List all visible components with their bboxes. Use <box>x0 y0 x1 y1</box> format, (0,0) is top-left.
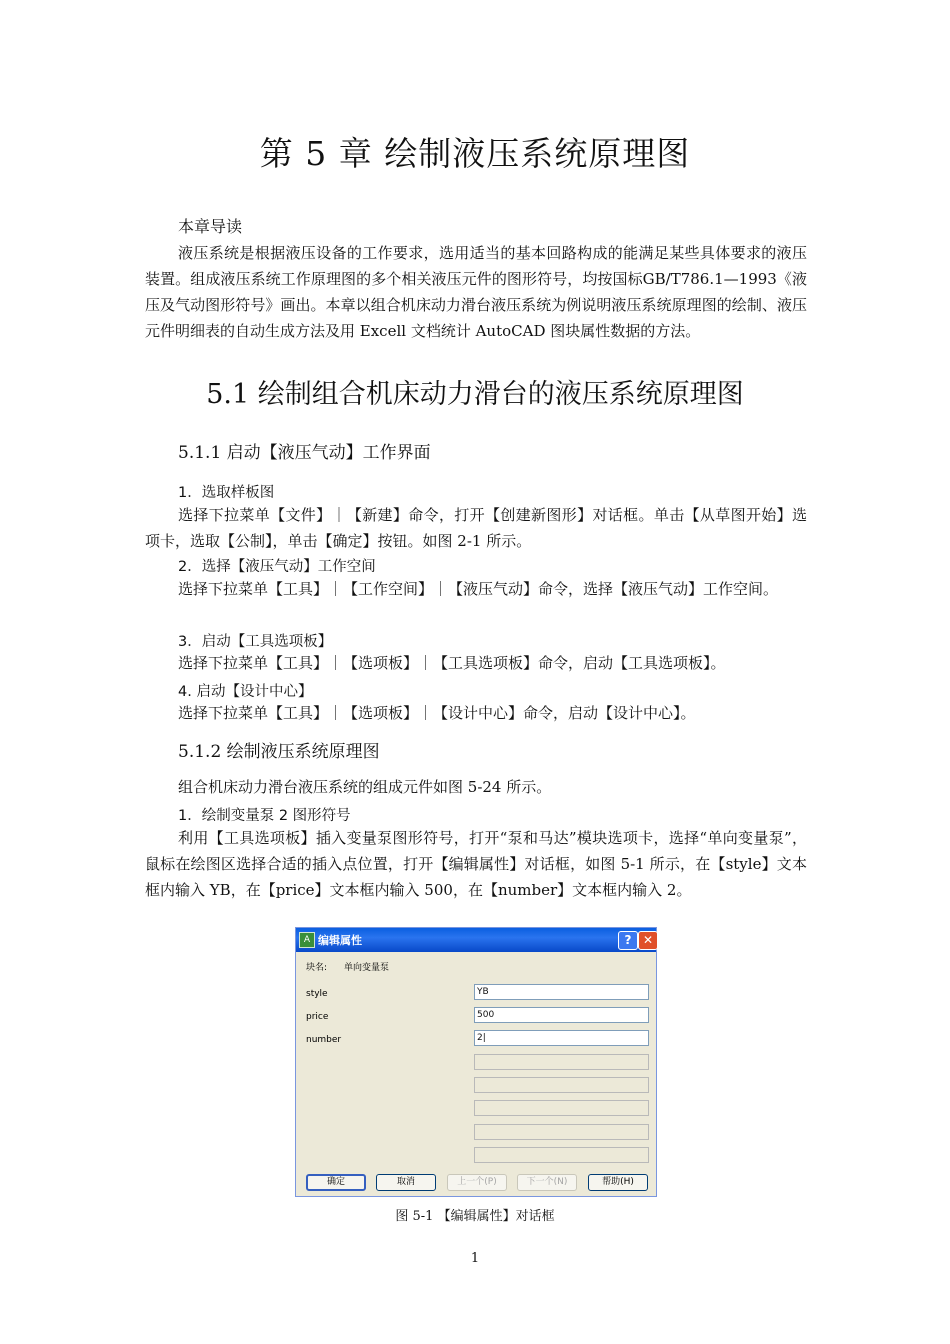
draw-pump-heading: 1．绘制变量泵 2 图形符号 <box>178 808 351 824</box>
block-name-value: 单向变量泵 <box>344 963 390 973</box>
chapter-title: 第 5 章 绘制液压系统原理图 <box>259 134 691 173</box>
next-button[interactable]: 下一个(N) <box>517 1174 577 1191</box>
close-icon[interactable]: ✕ <box>638 931 658 950</box>
dialog-titlebar[interactable] <box>296 928 656 952</box>
step-3-heading: 3．启动【工具选项板】 <box>178 634 333 650</box>
step-4-text: 选择下拉菜单【工具】｜【选项板】｜【设计中心】命令，启动【设计中心】。 <box>178 704 696 722</box>
page-number: 1 <box>470 1251 480 1266</box>
intro-heading: 本章导读 <box>178 217 243 236</box>
block-name-label: 块名: <box>306 963 328 973</box>
previous-button[interactable]: 上一个(P) <box>447 1174 507 1191</box>
step-4-heading: 4. 启动【设计中心】 <box>178 684 313 700</box>
help-button[interactable]: 帮助(H) <box>588 1174 648 1191</box>
empty-attribute-field <box>474 1054 649 1070</box>
price-input[interactable]: 500 <box>474 1007 649 1023</box>
step-2-text: 选择下拉菜单【工具】｜【工作空间】｜【液压气动】命令，选择【液压气动】工作空间。 <box>178 580 779 598</box>
intro-paragraph: 液压系统是根据液压设备的工作要求，选用适当的基本回路构成的能满足某些具体要求的液压装置。组成液压系统工作原理图的多个相关液压元件的图形符号，均按国标GB/T786.1—1993《液压及气动图形符号》画出。本章以组合机床动力滑台液压系统为例说明液压系统原理图的绘制、液压元件明细表的自动生成方法及用 Excell 文档统计 AutoCAD 图块属性数据的方法。 <box>145 244 807 340</box>
step-2-heading: 2．选择【液压气动】工作空间 <box>178 559 376 575</box>
dialog-title: 编辑属性 <box>318 934 362 947</box>
ok-button[interactable]: 确定 <box>306 1174 366 1191</box>
empty-attribute-field <box>474 1100 649 1116</box>
empty-attribute-field <box>474 1147 649 1163</box>
section-5-1-1-title: 5.1.1 启动【液压气动】工作界面 <box>178 443 431 463</box>
empty-attribute-field <box>474 1124 649 1140</box>
help-icon[interactable]: ? <box>618 931 638 950</box>
empty-attribute-field <box>474 1077 649 1093</box>
step-1-text: 选择下拉菜单【文件】｜【新建】命令，打开【创建新图形】对话框。单击【从草图开始】选项卡，选取【公制】，单击【确定】按钮。如图 2-1 所示。 <box>145 506 807 550</box>
step-3-text: 选择下拉菜单【工具】｜【选项板】｜【工具选项板】命令，启动【工具选项板】。 <box>178 654 726 672</box>
step-1-heading: 1．选取样板图 <box>178 485 275 501</box>
section-5-1-2-title: 5.1.2 绘制液压系统原理图 <box>178 742 380 762</box>
style-label: style <box>306 989 328 999</box>
attribute-app-icon: A <box>299 932 315 948</box>
cancel-button[interactable]: 取消 <box>376 1174 436 1191</box>
number-label: number <box>306 1035 342 1045</box>
draw-pump-text: 利用【工具选项板】插入变量泵图形符号，打开“泵和马达”模块选项卡，选择“单向变量泵”，鼠标在绘图区选择合适的插入点位置，打开【编辑属性】对话框，如图 5-1 所示，在【style】文本框内输入 YB，在【price】文本框内输入 500，在【number】文本框内输入 2。 <box>145 829 807 899</box>
edit-attributes-dialog <box>295 927 657 1197</box>
style-input[interactable]: YB <box>474 984 649 1000</box>
number-input[interactable]: 2| <box>474 1030 649 1046</box>
figure-caption: 图 5-1 【编辑属性】对话框 <box>395 1209 555 1224</box>
section-5-1-title: 5.1 绘制组合机床动力滑台的液压系统原理图 <box>206 379 744 410</box>
section-5-1-2-intro: 组合机床动力滑台液压系统的组成元件如图 5-24 所示。 <box>178 778 552 796</box>
price-label: price <box>306 1012 329 1022</box>
